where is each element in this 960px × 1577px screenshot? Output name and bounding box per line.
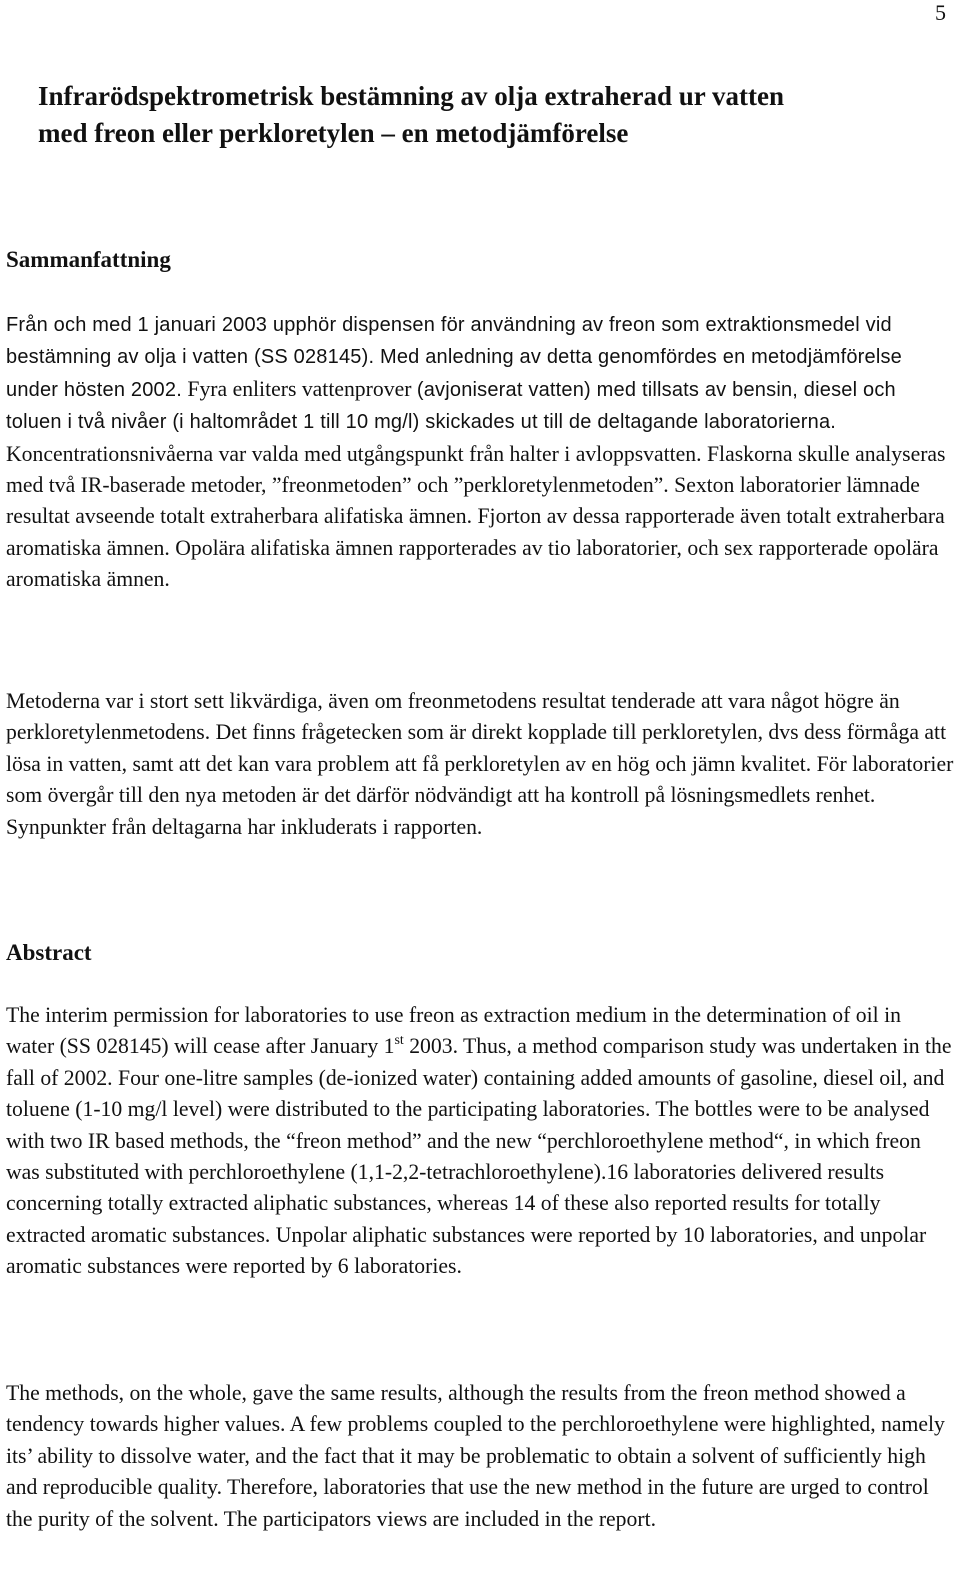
abstract-p1-superscript: st (394, 1033, 404, 1049)
sammanfattning-p1-sans-2: (avjoniserat vatten) med tillsats av bensin, diesel och toluen i två nivåer (i haltområdet 1 till 10 mg/l) skickades ut till de deltagande laboratorierna. (6, 378, 896, 434)
abstract-paragraph-2: The methods, on the whole, gave the same results, although the results from the freon method showed a tendency towards higher values. A few problems coupled to the perchloroethylene were highlighted, namely its’ ability to dissolve water, and the fact that it may be problematic to obtain a solvent of sufficiently high and reproducible quality. Therefore, laboratories that use the new method in the future are urged to control the purity of the solvent. The participators views are included in the report. (6, 1381, 945, 1531)
abstract-p1-part-b: 2003. Thus, a method comparison study was undertaken in the fall of 2002. Four one-litre samples (de-ionized water) containing added amounts of gasoline, diesel oil, and toluene (1-10 mg/l level) were distributed to the participating laboratories. The bottles were to be analysed with two IR based methods, the “freon method” and the new “perchloroethylene method“, in which freon was substituted with perchloroethylene (1,1-2,2-tetrachloroethylene).16 laboratories delivered results concerning totally extracted aliphatic substances, whereas 14 of these also reported results for totally extracted aromatic substances. Unpolar aliphatic substances were reported by 10 laboratories, and unpolar aromatic substances were reported by 6 laboratories. (6, 1034, 952, 1279)
sammanfattning-heading: Sammanfattning (6, 247, 171, 272)
sammanfattning-p1-serif: Fyra enliters vattenprover (181, 376, 417, 401)
abstract-paragraph-1 (6, 1000, 954, 1283)
title-line-2: med freon eller perkloretylen – en metodjämförelse (38, 118, 629, 148)
sammanfattning-paragraph-2: Metoderna var i stort sett likvärdiga, även om freonmetodens resultat tenderade att vara något högre än perkloretylenmetodens. Det finns frågetecken som är direkt kopplade till perkloretylen, dvs dess förmåga att lösa in vatten, samt att det kan vara problem att få perkloretylen av en hög och jämn kvalitet. För laboratorier som övergår till den nya metoden är det därför nödvändigt att ha kontroll på lösningsmedlets renhet. Synpunkter från deltagarna har inkluderats i rapporten. (6, 689, 954, 839)
sammanfattning-paragraph-1 (6, 309, 954, 596)
abstract-p1-part-a: The interim permission for laboratories to use freon as extraction medium in the determination of oil in water (SS 028145) will cease after January 1 (6, 1003, 901, 1059)
page-number: 5 (935, 0, 946, 25)
sammanfattning-p1-serif-2: Koncentrationsnivåerna var valda med utgångspunkt från halter i avloppsvatten. Flaskorna skulle analyseras med två IR-baserade metoder, ”freonmetoden” och ”perkloretylenmetoden”. Sexton laboratorier lämnade resultat avseende totalt extraherbara alifatiska ämnen. Fjorton av dessa rapporterade även totalt extraherbara aromatiska ämnen. Opolära alifatiska ämnen rapporterades av tio laboratorier, och sex rapporterade opolära aromatiska ämnen. (6, 441, 946, 592)
abstract-heading: Abstract (6, 940, 92, 965)
document-title (38, 78, 938, 152)
sammanfattning-p1-sans: Från och med 1 januari 2003 upphör dispensen för användning av freon som extraktionsmedel vid bestämning av olja i vatten (SS 028145). Med anledning av detta genomfördes en metodjämförelse under hösten 2002. (6, 314, 902, 401)
title-line-1: Infrarödspektrometrisk bestämning av olja extraherad ur vatten (38, 81, 784, 111)
